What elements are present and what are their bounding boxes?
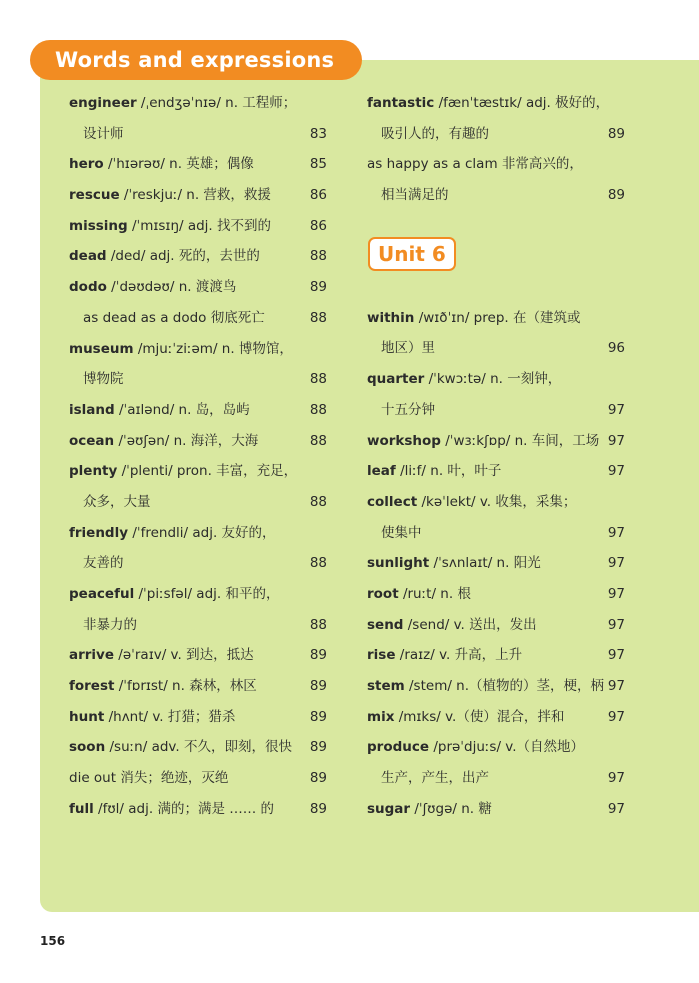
glossary-entry [367, 548, 625, 579]
entry-page: 86 [309, 187, 327, 204]
entry-text: full /fʊl/ adj. 满的；满是 …… 的 [69, 800, 275, 817]
entry-text: produce /prəˈdjuːs/ v.（自然地） [367, 739, 585, 756]
glossary-entry [69, 119, 327, 150]
entry-page: 89 [309, 647, 327, 664]
entry-text: arrive /əˈraɪv/ v. 到达，抵达 [69, 647, 254, 664]
unit-heading [367, 211, 625, 303]
entry-text: collect /kəˈlekt/ v. 收集，采集； [367, 493, 577, 510]
entry-text: museum /mjuːˈziːəm/ n. 博物馆， [69, 340, 293, 357]
glossary-entry [69, 456, 327, 487]
entry-text: 友善的 [83, 555, 124, 572]
entry-text: 非暴力的 [83, 616, 137, 633]
entry-page: 88 [309, 248, 327, 265]
glossary-entry [69, 241, 327, 272]
entry-text: 生产，产生，出产 [381, 770, 489, 787]
entry-text: 十五分钟 [381, 401, 435, 418]
entry-page: 89 [607, 187, 625, 204]
glossary-entry [69, 610, 327, 641]
entry-text: 设计师 [83, 125, 124, 142]
entry-text: plenty /ˈplenti/ pron. 丰富，充足， [69, 463, 298, 480]
entry-text: 吸引人的，有趣的 [381, 125, 489, 142]
glossary-entry [367, 364, 625, 395]
glossary-entry [69, 487, 327, 518]
glossary-entry [69, 303, 327, 334]
glossary-entry [69, 671, 327, 702]
glossary-entry [69, 88, 327, 119]
entry-page: 97 [607, 800, 625, 817]
glossary-entry [367, 303, 625, 334]
glossary-entry [367, 579, 625, 610]
entry-page: 89 [309, 279, 327, 296]
entry-text: as happy as a clam 非常高兴的， [367, 156, 583, 173]
entry-text: root /ruːt/ n. 根 [367, 585, 471, 602]
entry-text: dodo /ˈdəʊdəʊ/ n. 渡渡鸟 [69, 279, 237, 296]
entry-page: 88 [309, 401, 327, 418]
entry-text: hero /ˈhɪərəʊ/ n. 英雄；偶像 [69, 156, 254, 173]
entry-page: 97 [607, 524, 625, 541]
entry-text: peaceful /ˈpiːsfəl/ adj. 和平的， [69, 586, 280, 602]
page-number: 156 [40, 934, 66, 948]
entry-page: 88 [309, 616, 327, 633]
entry-text: sunlight /ˈsʌnlaɪt/ n. 阳光 [367, 555, 541, 572]
glossary-entry [69, 426, 327, 457]
entry-page: 96 [607, 340, 625, 357]
entry-text: mix /mɪks/ v.（使）混合，拌和 [367, 708, 565, 725]
glossary-entry [367, 794, 625, 825]
entry-text: dead /ded/ adj. 死的，去世的 [69, 248, 260, 265]
entry-page: 89 [309, 739, 327, 756]
entry-page: 85 [309, 156, 327, 173]
glossary-entry [367, 671, 625, 702]
entry-text: island /ˈaɪlənd/ n. 岛，岛屿 [69, 401, 250, 418]
entry-text: workshop /ˈwɜːkʃɒp/ n. 车间，工场 [367, 432, 600, 449]
glossary-entry [69, 763, 327, 794]
entry-text: engineer /ˌendʒəˈnɪə/ n. 工程师； [69, 95, 297, 111]
entry-page: 88 [309, 432, 327, 449]
entry-page: 89 [309, 708, 327, 725]
glossary-entry [367, 456, 625, 487]
entry-page: 89 [309, 678, 327, 695]
entry-text: 相当满足的 [381, 187, 449, 204]
entry-page: 88 [309, 493, 327, 510]
glossary-entry [69, 180, 327, 211]
glossary-entry [367, 702, 625, 733]
entry-text: as dead as a dodo 彻底死亡 [83, 309, 265, 326]
glossary-entry [69, 702, 327, 733]
entry-page: 97 [607, 432, 625, 449]
glossary-entry [69, 364, 327, 395]
glossary-entry [69, 732, 327, 763]
entry-page: 89 [607, 125, 625, 142]
entry-text: 使集中 [381, 524, 422, 541]
glossary-entry [367, 119, 625, 150]
entry-page: 89 [309, 800, 327, 817]
unit-badge: Unit 6 [368, 237, 456, 271]
entry-page: 88 [309, 371, 327, 388]
entry-text: die out 消失；绝迹，灭绝 [69, 770, 229, 787]
entry-text: soon /suːn/ adv. 不久，即刻，很快 [69, 739, 292, 756]
entry-page: 88 [309, 555, 327, 572]
entry-text: leaf /liːf/ n. 叶，叶子 [367, 463, 502, 480]
entry-text: sugar /ˈʃʊgə/ n. 糖 [367, 800, 492, 817]
glossary-entry [367, 395, 625, 426]
entry-text: 博物院 [83, 371, 124, 388]
entry-page: 97 [607, 708, 625, 725]
entry-text: forest /ˈfɒrɪst/ n. 森林，林区 [69, 678, 257, 695]
glossary-entry [367, 732, 625, 763]
entry-text: rescue /ˈreskjuː/ n. 营救，救援 [69, 187, 271, 204]
left-column [69, 88, 327, 825]
entry-text: rise /raɪz/ v. 升高，上升 [367, 647, 523, 664]
glossary-entry [69, 272, 327, 303]
entry-text: hunt /hʌnt/ v. 打猎；猎杀 [69, 708, 236, 725]
entry-page: 97 [607, 616, 625, 633]
glossary-entry [69, 548, 327, 579]
glossary-entry [367, 88, 625, 119]
entry-page: 89 [309, 770, 327, 787]
entry-page: 86 [309, 217, 327, 234]
entry-page: 97 [607, 770, 625, 787]
right-column [367, 88, 625, 824]
section-title: Words and expressions [30, 40, 362, 80]
glossary-entry [367, 763, 625, 794]
entry-text: within /wɪðˈɪn/ prep. 在（建筑或 [367, 309, 581, 326]
glossary-entry [69, 211, 327, 242]
glossary-entry [367, 426, 625, 457]
glossary-entry [69, 579, 327, 610]
glossary-entry [69, 395, 327, 426]
glossary-entry [367, 487, 625, 518]
glossary-entry [69, 149, 327, 180]
entry-page: 97 [607, 585, 625, 602]
glossary-entry [367, 518, 625, 549]
entry-text: send /send/ v. 送出，发出 [367, 616, 537, 633]
entry-page: 97 [607, 678, 625, 694]
entry-page: 88 [309, 309, 327, 326]
glossary-entry [69, 640, 327, 671]
glossary-entry [367, 640, 625, 671]
entry-text: ocean /ˈəʊʃən/ n. 海洋，大海 [69, 432, 259, 449]
entry-text: fantastic /fænˈtæstɪk/ adj. 极好的， [367, 95, 610, 111]
entry-text: quarter /ˈkwɔːtə/ n. 一刻钟， [367, 371, 562, 388]
entry-text: friendly /ˈfrendli/ adj. 友好的， [69, 524, 276, 541]
glossary-entry [69, 518, 327, 549]
glossary-entry [367, 610, 625, 641]
entry-text: missing /ˈmɪsɪŋ/ adj. 找不到的 [69, 217, 272, 234]
glossary-entry [69, 334, 327, 365]
entry-text: stem /stem/ n.（植物的）茎，梗，柄 [367, 678, 605, 694]
glossary-entry [367, 149, 625, 180]
entry-page: 83 [309, 125, 327, 142]
entry-page: 97 [607, 647, 625, 664]
glossary-entry [69, 794, 327, 825]
entry-page: 97 [607, 463, 625, 480]
entry-page: 97 [607, 555, 625, 572]
entry-text: 众多，大量 [83, 493, 151, 510]
entry-page: 97 [607, 401, 625, 418]
entry-text: 地区）里 [381, 340, 435, 357]
glossary-entry [367, 180, 625, 211]
glossary-entry [367, 333, 625, 364]
